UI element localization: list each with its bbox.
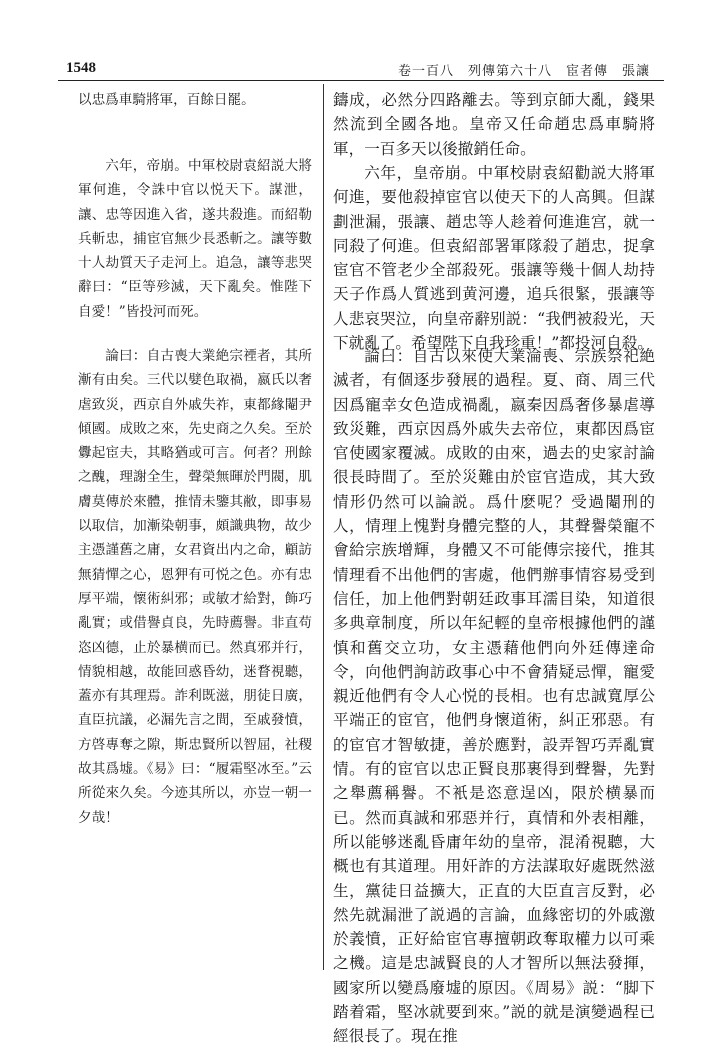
classical-paragraph: 六年，帝崩。中軍校尉袁紹説大將軍何進，令誅中官以悦天下。謀泄，讓、忠等因進入省，遂共殺進。而紹勒兵斬忠，捕宦官無少長悉斬之。讓等數十人劫質天子走河上。追急，讓等悲哭辭曰：“臣等殄滅，天下亂矣。惟陛下自愛！”皆投河而死。 [78,158,312,320]
translation-paragraph: 鑄成，必然分四路離去。等到京師大亂，錢果然流到全國各地。皇帝又任命趙忠爲車騎將軍，一百多天以後撤銷任命。 [333,91,655,158]
translation-paragraph: 六年，皇帝崩。中軍校尉袁紹勸説大將軍何進，要他殺掉宦官以使天下的人高興。但謀劃泄漏，張讓、趙忠等人趁着何進進宫，就一同殺了何進。但袁紹部署軍隊殺了趙忠，捉拿宦官不管老少全部殺死。張讓等幾十個人劫持天子作爲人質逃到黄河邊，追兵很緊，張讓等人悲哀哭泣，向皇帝辭别説：“我們被殺光，天下就亂了。希望陛下自我珍重！”都投河自殺。 [333,164,655,353]
classical-paragraph: 論曰：自古喪大業絶宗禋者，其所漸有由矣。三代以嬖色取禍，嬴氏以奢虐致災，西京自外戚失祚，東都緣閹尹傾國。成敗之來，先史商之久矣。至於釁起宦夫，其略猶或可言。何者？刑餘之醜，理謝全生，聲榮無暉於門閥，肌膚莫傳於來體，推情未鑒其敝，即事易以取信，加漸染朝事，頗識典物，故少主憑謹舊之庸，女君資出内之命，顧訪無猜憚之心，恩狎有可悦之色。亦有忠厚平端，懷術糾邪；或敏才給對，飾巧亂實；或借譽貞良，先時薦譽。非直苟恣凶德，止於暴横而已。然真邪并行，情貌相越，故能回惑昏幼，迷瞀視聽，蓋亦有其理焉。詐利既滋，朋徒日廣，直臣抗議，必漏先言之間，至戚發憤，方啓專奪之隙，斯忠賢所以智屈，社稷故其爲墟。《易》曰：“履霜堅冰至。”云所從來久矣。今迹其所以，亦豈一朝一夕哉！ [78,348,312,826]
classical-paragraph: 以忠爲車騎將軍，百餘日罷。 [78,92,255,108]
page-header [58,58,664,81]
translation-paragraph: 論曰：自古以來使大業淪喪、宗族祭祀絶滅者，有個逐步發展的過程。夏、商、周三代因爲寵幸女色造成禍亂，嬴秦因爲奢侈暴虐導致災難，西京因爲外戚失去帝位，東都因爲宦官使國家覆滅。成敗的由來，過去的史家討論很長時間了。至於災難由於宦官造成，其大致情形仍然可以論説。爲什麽呢？受過閹刑的人，情理上愧對身體完整的人，其聲譽榮寵不會給宗族增輝，身體又不可能傳宗接代，推其情理看不出他們的害處，他們辦事情容易受到信任，加上他們對朝廷政事耳濡目染，知道很多典章制度，所以年紀輕的皇帝根據他們的謹慎和舊交立功，女主憑藉他們向外廷傳達命令，向他們詢訪政事心中不會猜疑忌憚，寵愛親近他們有令人心悦的長相。也有忠誠寬厚公平端正的宦官，他們身懷道術，糾正邪惡。有的宦官才智敏捷，善於應對，設弄智巧弄亂實情。有的宦官以忠正賢良那裹得到聲譽，先對之舉薦稱譽。不衹是恣意逞凶，限於横暴而已。然而真誠和邪惡并行，真情和外表相離，所以能够迷亂昏庸年幼的皇帝，混淆視聽，大概也有其道理。用奸詐的方法謀取好處既然滋生，黨徒日益擴大，正直的大臣直言反對，必然先就漏泄了説過的言論，血緣密切的外戚激於義憤，正好給宦官專擅朝政奪取權力以可乘之機。這是忠誠賢良的人才智所以無法發揮，國家所以變爲廢墟的原因。《周易》説：“脚下踏着霜，堅冰就要到來。”説的就是演變過程已經很長了。現在推 [333,347,655,1046]
page-number: 1548 [66,60,96,76]
column-divider [323,84,324,970]
running-title: 卷一百八 列傳第六十八 宦者傳 張讓 [397,64,650,79]
